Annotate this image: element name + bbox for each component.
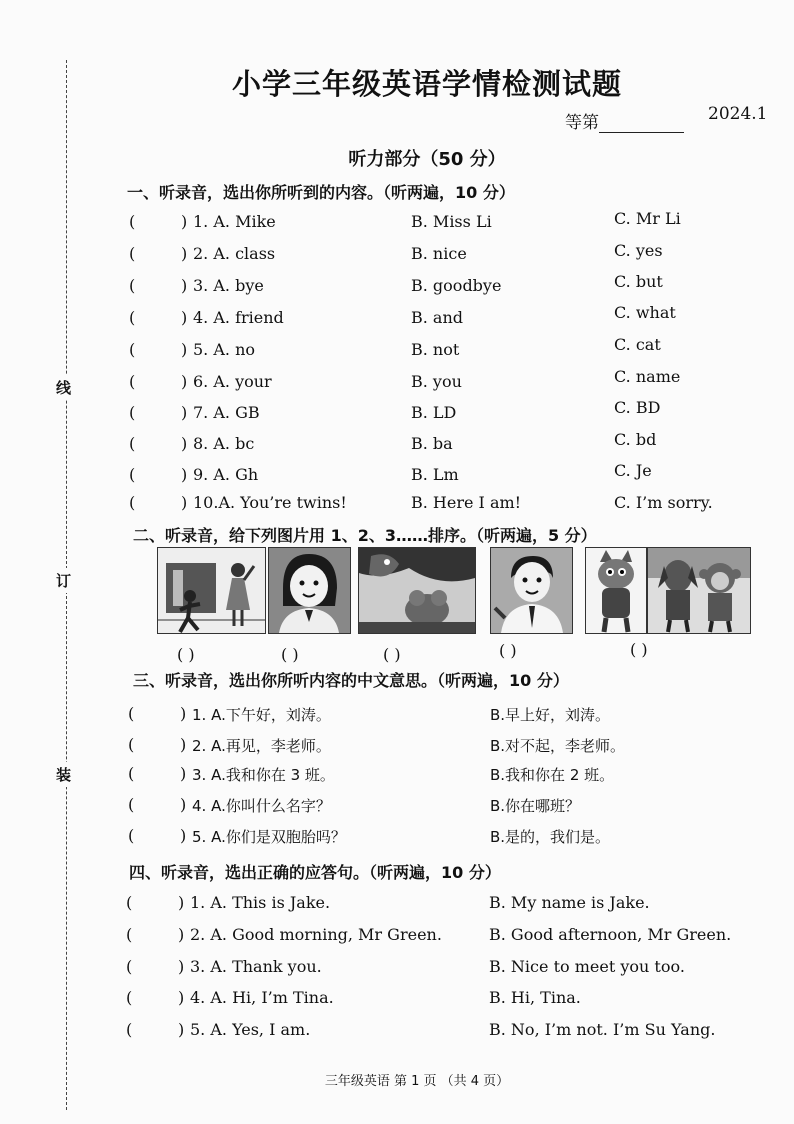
- answer-blank-close: ): [181, 465, 188, 484]
- part-title: 听力部分（50 分）: [348, 149, 506, 170]
- question-1-option-a[interactable]: 1. A. Mike: [193, 212, 276, 231]
- answer-blank-close: ): [178, 925, 185, 944]
- answer-blank[interactable]: (: [129, 340, 136, 359]
- question-4-option-c[interactable]: C. what: [614, 303, 676, 322]
- answer-blank[interactable]: (: [129, 434, 136, 453]
- answer-blank[interactable]: (: [128, 735, 135, 754]
- rank-label: 等第: [565, 113, 599, 133]
- question-3-option-c[interactable]: C. but: [614, 272, 663, 291]
- question-8-option-a[interactable]: 8. A. bc: [193, 434, 255, 453]
- question-7-option-a[interactable]: 7. A. GB: [193, 403, 260, 422]
- answer-blank-close: ): [180, 704, 187, 723]
- answer-blank[interactable]: (: [129, 493, 136, 512]
- girl-waving-and-boy-running-image: [158, 548, 265, 633]
- s3-question-1-option-b[interactable]: B.早上好，刘涛。: [490, 706, 611, 724]
- question-1-option-c[interactable]: C. Mr Li: [614, 209, 681, 228]
- answer-blank[interactable]: (: [129, 244, 136, 263]
- exam-date: 2024.1: [708, 104, 768, 124]
- boy-portrait-image: [491, 548, 572, 633]
- question-10-option-b[interactable]: B. Here I am!: [411, 493, 522, 512]
- rank-field[interactable]: [565, 108, 684, 133]
- answer-blank[interactable]: (: [126, 925, 133, 944]
- answer-blank[interactable]: (: [126, 1020, 133, 1039]
- answer-blank[interactable]: (: [129, 276, 136, 295]
- question-9-option-b[interactable]: B. Lm: [411, 465, 459, 484]
- picture-4: [490, 547, 573, 634]
- question-2-option-a[interactable]: 2. A. class: [193, 244, 276, 263]
- answer-blank-close: ): [181, 244, 188, 263]
- question-7-option-c[interactable]: C. BD: [614, 398, 661, 417]
- question-3-option-a[interactable]: 3. A. bye: [193, 276, 264, 295]
- answer-blank[interactable]: (: [129, 308, 136, 327]
- s4-question-2-option-b[interactable]: B. Good afternoon, Mr Green.: [489, 925, 732, 944]
- s3-question-2-option-a[interactable]: 2. A.再见，李老师。: [192, 737, 331, 755]
- s3-question-4-option-a[interactable]: 4. A.你叫什么名字？: [192, 797, 331, 815]
- question-1-option-b[interactable]: B. Miss Li: [411, 212, 492, 231]
- s3-question-1-option-a[interactable]: 1. A.下午好，刘涛。: [192, 706, 331, 724]
- page-title: 小学三年级英语学情检测试题: [231, 67, 622, 101]
- s4-question-5-option-b[interactable]: B. No, I’m not. I’m Su Yang.: [489, 1020, 716, 1039]
- question-6-option-c[interactable]: C. name: [614, 367, 681, 386]
- answer-blank[interactable]: (: [129, 403, 136, 422]
- dog-and-monkey-image: [648, 548, 750, 633]
- answer-blank[interactable]: (: [126, 893, 133, 912]
- s3-question-4-option-b[interactable]: B.你在哪班？: [490, 797, 581, 815]
- answer-blank-close: ): [178, 957, 185, 976]
- answer-blank-close: ): [181, 372, 188, 391]
- binding-label-xian: 线: [56, 375, 71, 400]
- section-3-heading: 三、听录音，选出你所听内容的中文意思。（听两遍，10 分）: [133, 671, 569, 690]
- question-10-option-a[interactable]: 10.A. You’re twins!: [193, 493, 347, 512]
- question-7-option-b[interactable]: B. LD: [411, 403, 457, 422]
- picture-5-answer[interactable]: ( ): [630, 640, 648, 659]
- answer-blank-close: ): [181, 434, 188, 453]
- picture-2-answer[interactable]: ( ): [281, 645, 299, 664]
- picture-3-answer[interactable]: ( ): [383, 645, 401, 664]
- answer-blank-close: ): [180, 764, 187, 783]
- s4-question-3-option-b[interactable]: B. Nice to meet you too.: [489, 957, 685, 976]
- answer-blank[interactable]: (: [126, 957, 133, 976]
- answer-blank-close: ): [178, 893, 185, 912]
- answer-blank-close: ): [178, 1020, 185, 1039]
- s3-question-3-option-b[interactable]: B.我和你在 2 班。: [490, 766, 615, 784]
- answer-blank[interactable]: (: [128, 764, 135, 783]
- answer-blank[interactable]: (: [126, 988, 133, 1007]
- question-9-option-a[interactable]: 9. A. Gh: [193, 465, 259, 484]
- page-footer: 三年级英语 第 1 页 （共 4 页）: [324, 1074, 510, 1089]
- answer-blank[interactable]: (: [129, 212, 136, 231]
- picture-6: [647, 547, 751, 634]
- answer-blank-close: ): [180, 735, 187, 754]
- answer-blank[interactable]: (: [128, 704, 135, 723]
- s3-question-5-option-b[interactable]: B.是的，我们是。: [490, 828, 611, 846]
- answer-blank-close: ): [180, 795, 187, 814]
- s3-question-2-option-b[interactable]: B.对不起，李老师。: [490, 737, 626, 755]
- question-4-option-a[interactable]: 4. A. friend: [193, 308, 284, 327]
- picture-3: [358, 547, 476, 634]
- answer-blank-close: ): [181, 493, 188, 512]
- binding-label-ding: 订: [56, 568, 71, 593]
- question-2-option-b[interactable]: B. nice: [411, 244, 467, 263]
- girl-portrait-image: [269, 548, 350, 633]
- question-9-option-c[interactable]: C. Je: [614, 461, 652, 480]
- s3-question-5-option-a[interactable]: 5. A.你们是双胞胎吗？: [192, 828, 346, 846]
- picture-1-answer[interactable]: ( ): [177, 645, 195, 664]
- question-4-option-b[interactable]: B. and: [411, 308, 464, 327]
- question-6-option-a[interactable]: 6. A. your: [193, 372, 272, 391]
- question-5-option-c[interactable]: C. cat: [614, 335, 661, 354]
- picture-2: [268, 547, 351, 634]
- s4-question-1-option-a[interactable]: 1. A. This is Jake.: [190, 893, 331, 912]
- section-4-heading: 四、听录音，选出正确的应答句。（听两遍，10 分）: [129, 863, 501, 882]
- question-8-option-c[interactable]: C. bd: [614, 430, 657, 449]
- s4-question-3-option-a[interactable]: 3. A. Thank you.: [190, 957, 322, 976]
- answer-blank[interactable]: (: [129, 372, 136, 391]
- answer-blank-close: ): [178, 988, 185, 1007]
- s4-question-1-option-b[interactable]: B. My name is Jake.: [489, 893, 650, 912]
- answer-blank[interactable]: (: [129, 465, 136, 484]
- question-5-option-b[interactable]: B. not: [411, 340, 460, 359]
- question-6-option-b[interactable]: B. you: [411, 372, 462, 391]
- s4-question-2-option-a[interactable]: 2. A. Good morning, Mr Green.: [190, 925, 442, 944]
- picture-1: [157, 547, 266, 634]
- s4-question-5-option-a[interactable]: 5. A. Yes, I am.: [190, 1020, 311, 1039]
- question-8-option-b[interactable]: B. ba: [411, 434, 453, 453]
- question-10-option-c[interactable]: C. I’m sorry.: [614, 493, 713, 512]
- answer-blank-close: ): [181, 308, 188, 327]
- question-3-option-b[interactable]: B. goodbye: [411, 276, 502, 295]
- answer-blank-close: ): [181, 340, 188, 359]
- section-2-heading: 二、听录音，给下列图片用 1、2、3……排序。（听两遍，5 分）: [133, 526, 597, 545]
- picture-4-answer[interactable]: ( ): [499, 641, 517, 660]
- s4-question-4-option-b[interactable]: B. Hi, Tina.: [489, 988, 581, 1007]
- answer-blank[interactable]: (: [128, 795, 135, 814]
- s3-question-3-option-a[interactable]: 3. A.我和你在 3 班。: [192, 766, 335, 784]
- answer-blank[interactable]: (: [128, 826, 135, 845]
- section-1-heading: 一、听录音，选出你所听到的内容。（听两遍，10 分）: [127, 183, 515, 202]
- picture-5: [585, 547, 647, 634]
- bird-and-mouse-tree-image: [359, 548, 475, 633]
- s4-question-4-option-a[interactable]: 4. A. Hi, I’m Tina.: [190, 988, 334, 1007]
- answer-blank-close: ): [181, 212, 188, 231]
- answer-blank-close: ): [181, 276, 188, 295]
- binding-label-zhuang: 装: [56, 762, 71, 787]
- answer-blank-close: ): [181, 403, 188, 422]
- question-5-option-a[interactable]: 5. A. no: [193, 340, 256, 359]
- rank-blank[interactable]: [599, 116, 684, 133]
- question-2-option-c[interactable]: C. yes: [614, 241, 663, 260]
- answer-blank-close: ): [180, 826, 187, 845]
- cat-character-image: [586, 548, 646, 633]
